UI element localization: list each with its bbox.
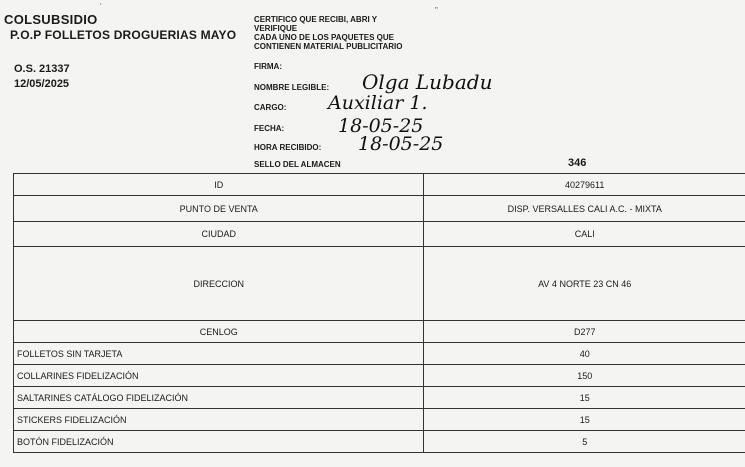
certification-line: CERTIFICO QUE RECIBI, ABRI Y [254,15,378,24]
row-label: CIUDAD [14,222,424,247]
scan-mark: " [435,6,438,15]
row-value: 40279611 [424,174,745,196]
table-row [14,321,745,343]
certification-line: VERIFIQUE [254,24,298,33]
table-row [14,409,745,431]
table-row [14,222,745,247]
hora-handwritten: 18-05-25 [358,133,444,155]
row-value: AV 4 NORTE 23 CN 46 [424,247,745,321]
nombre-label: NOMBRE LEGIBLE: [254,83,330,92]
sello-number: 346 [568,157,587,169]
row-label: SALTARINES CATÁLOGO FIDELIZACIÓN [14,387,424,409]
row-label: STICKERS FIDELIZACIÓN [14,409,424,431]
table-row [14,343,745,365]
row-label: BOTÓN FIDELIZACIÓN [14,431,424,453]
table-row [14,174,745,196]
nombre-handwritten: Olga Lubadu [362,70,493,94]
fecha-handwritten: 18-05-25 [338,115,424,137]
row-value: CALI [424,222,745,247]
company-name: COLSUBSIDIO [4,12,98,27]
sello-label: SELLO DEL ALMACEN [254,160,341,169]
table-row [14,247,745,321]
table-row [14,387,745,409]
certification-text [254,15,454,51]
order-date: 12/05/2025 [14,78,70,90]
row-value: DISP. VERSALLES CALI A.C. - MIXTA [424,196,745,222]
certification-line: CONTIENEN MATERIAL PUBLICITARIO [254,42,403,51]
row-label: CENLOG [14,321,424,343]
row-label: ID [14,174,424,196]
hora-label: HORA RECIBIDO: [254,143,322,152]
table-row [14,365,745,387]
row-label: PUNTO DE VENTA [14,196,424,222]
table-row [14,431,745,453]
row-label: FOLLETOS SIN TARJETA [14,343,424,365]
row-value: 15 [424,409,745,431]
certification-line: CADA UNO DE LOS PAQUETES QUE [254,33,395,42]
table-row [14,196,745,222]
row-label: COLLARINES FIDELIZACIÓN [14,365,424,387]
scan-mark: ' [100,2,102,11]
row-label: DIRECCION [14,247,424,321]
row-value: 5 [424,431,745,453]
cargo-label: CARGO: [254,103,287,112]
delivery-table [13,173,745,453]
document-subtitle: P.O.P FOLLETOS DROGUERIAS MAYO [10,28,237,42]
firma-label: FIRMA: [254,62,282,71]
fecha-label: FECHA: [254,124,285,133]
row-value: D277 [424,321,745,343]
row-value: 15 [424,387,745,409]
row-value: 40 [424,343,745,365]
cargo-handwritten: Auxiliar 1. [328,92,428,114]
row-value: 150 [424,365,745,387]
order-number: O.S. 21337 [14,63,70,75]
